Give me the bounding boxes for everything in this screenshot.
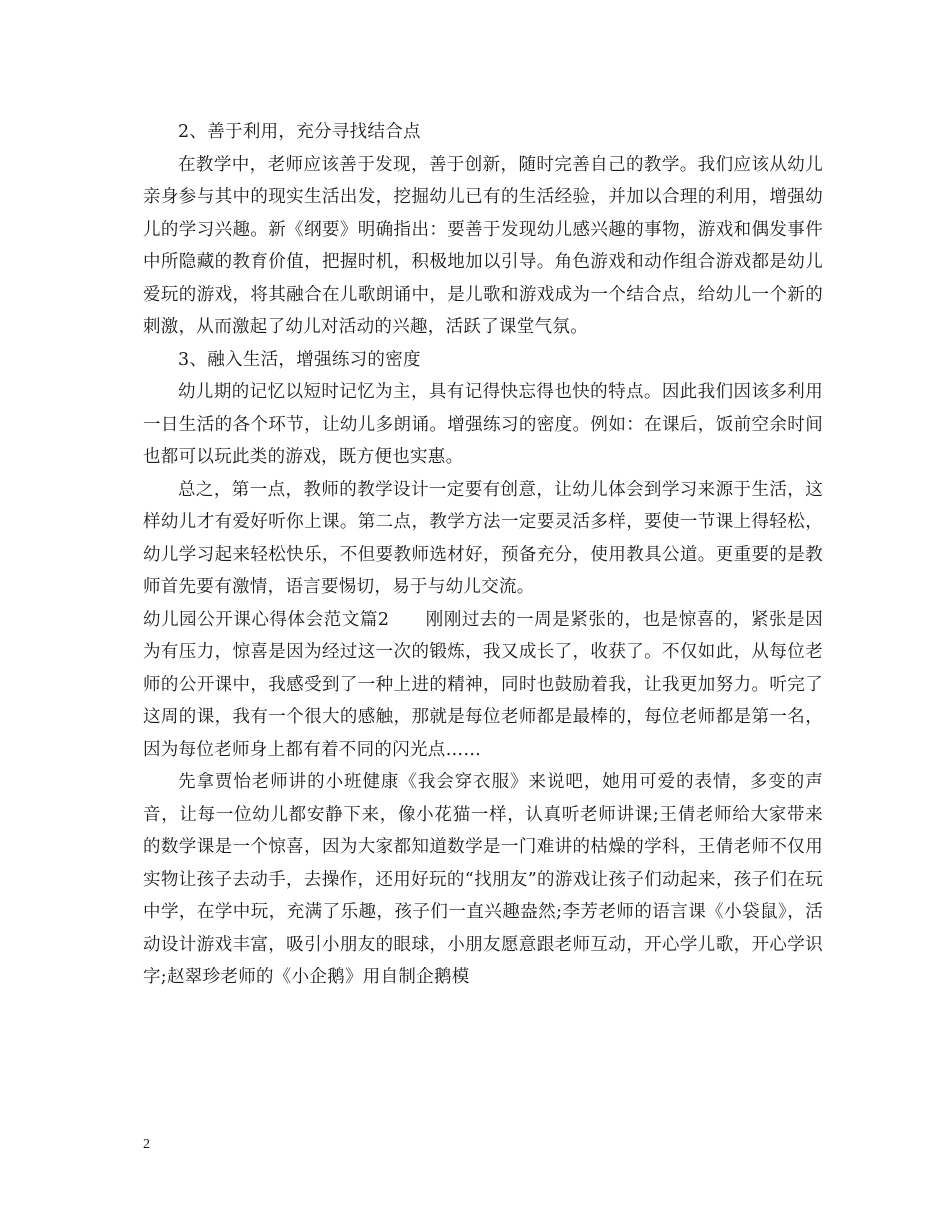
body-paragraph: 在教学中，老师应该善于发现，善于创新，随时完善自己的教学。我们应该从幼儿亲身参与其中的现实生活出发，挖掘幼儿已有的生活经验，并加以合理的利用，增强幼儿的学习兴趣。新《纲要》明确指出：要善于发现幼儿感兴趣的事物，游戏和偶发事件中所隐藏的教育价值，把握时机，积极地加以引导。角色游戏和动作组合游戏都是幼儿爱玩的游戏，将其融合在儿歌朗诵中，是儿歌和游戏成为一个结合点，给幼儿一个新的刺激，从而激起了幼儿对活动的兴趣，活跃了课堂气氛。 [143,154,823,337]
page-number: 2 [143,1137,150,1152]
article-title-paragraph: 幼儿园公开课心得体会范文篇2 刚刚过去的一周是紧张的，也是惊喜的，紧张是因为有压力，惊喜是因为经过这一次的锻炼，我又成长了，收获了。不仅如此，从每位老师的公开课中，我感受到了一种上进的精神，同时也鼓励着我，让我更加努力。听完了这周的课，我有一个很大的感触，那就是每位老师都是最棒的，每位老师都是第一名，因为每位老师身上都有着不同的闪光点…… [143,609,823,760]
summary-paragraph: 总之，第一点，教师的教学设计一定要有创意，让幼儿体会到学习来源于生活，这样幼儿才有爱好听你上课。第二点，教学方法一定要灵活多样，要使一节课上得轻松，幼儿学习起来轻松快乐，不但要教师选材好，预备充分，使用教具公道。更重要的是教师首先要有激情，语言要惕切，易于与幼儿交流。 [143,479,823,597]
section-heading-2: 2、善于利用，充分寻找结合点 [178,122,421,142]
page-body [143,116,823,994]
section-heading-3: 3、融入生活，增强练习的密度 [178,349,421,370]
body-paragraph: 先拿贾怡老师讲的小班健康《我会穿衣服》来说吧，她用可爱的表情，多变的声音，让每一位幼儿都安静下来，像小花猫一样，认真听老师讲课;王倩老师给大家带来的数学课是一个惊喜，因为大家都知道数学是一门难讲的枯燥的学科，王倩老师不仅用实物让孩子去动手，去操作，还用好玩的“找朋友”的游戏让孩子们动起来，孩子们在玩中学，在学中玩，充满了乐趣，孩子们一直兴趣盎然;李芳老师的语言课《小袋鼠》，活动设计游戏丰富，吸引小朋友的眼球，小朋友愿意跟老师互动，开心学儿歌，开心学识字;赵翠珍老师的《小企鹅》用自制企鹅模 [143,772,823,987]
body-paragraph: 幼儿期的记忆以短时记忆为主，具有记得快忘得也快的特点。因此我们因该多利用一日生活的各个环节，让幼儿多朗诵。增强练习的密度。例如：在课后，饭前空余时间也都可以玩此类的游戏，既方便也实惠。 [143,382,823,467]
